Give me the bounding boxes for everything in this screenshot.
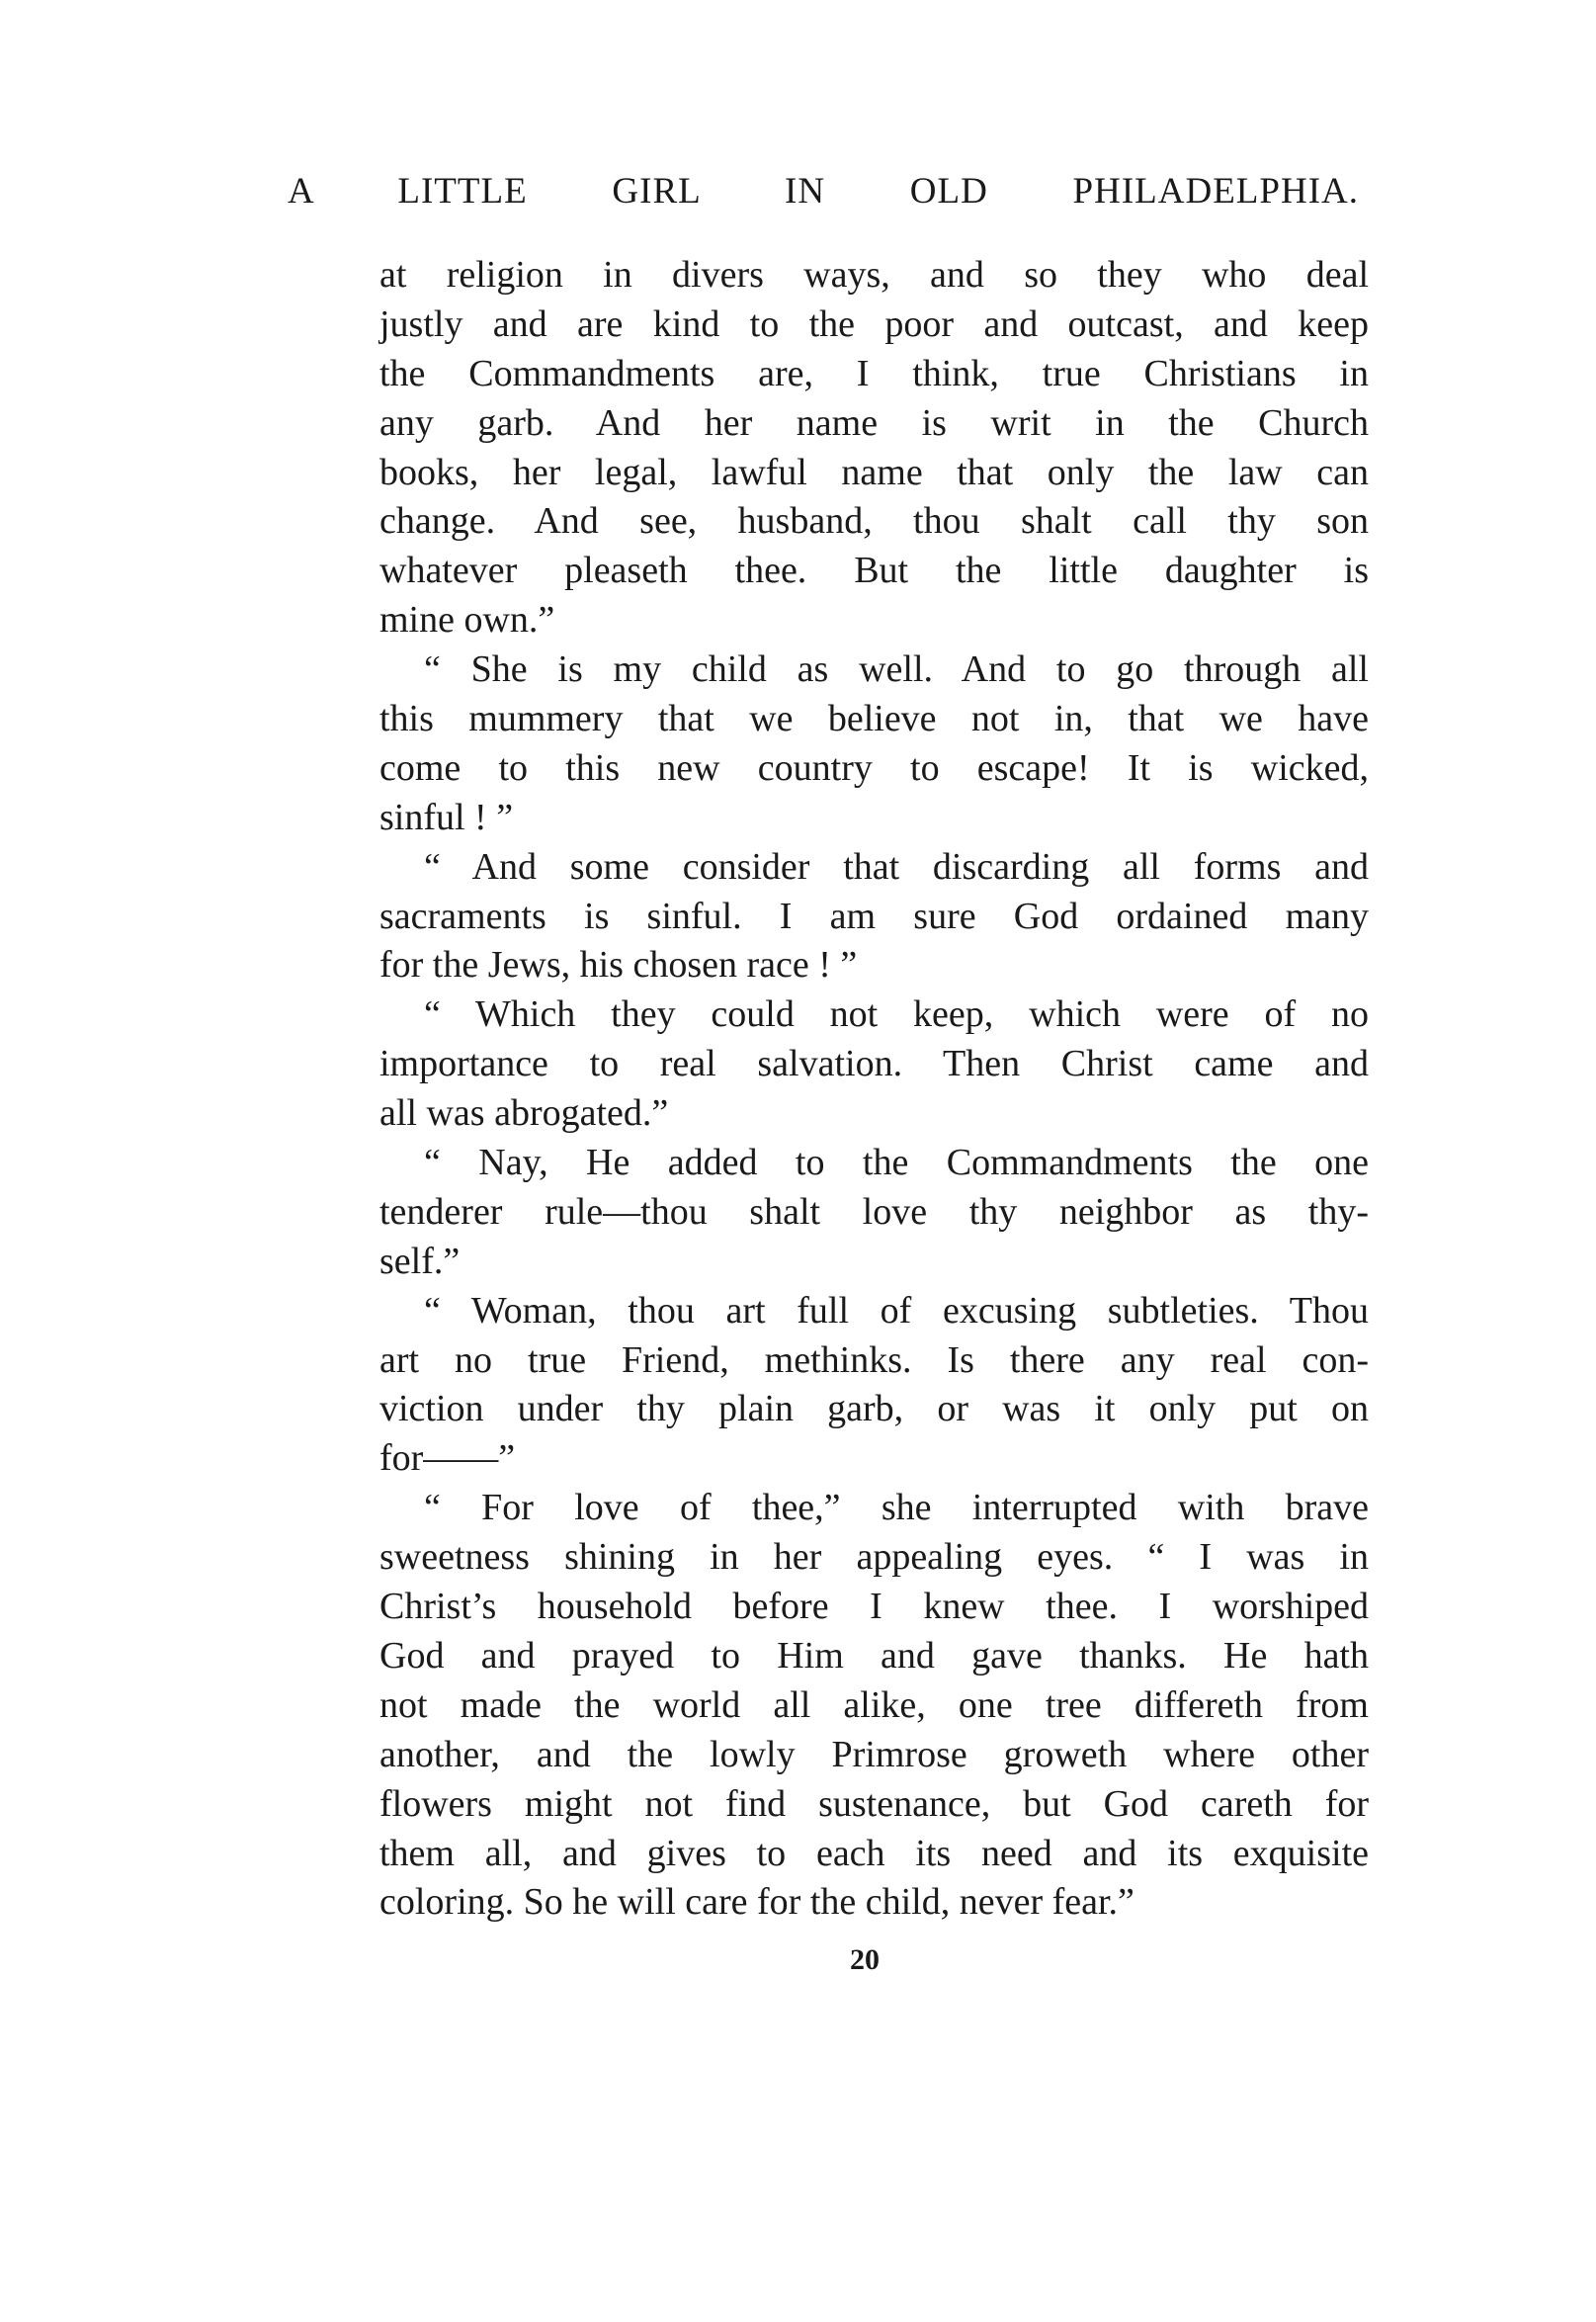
text-line: another, and the lowly Primrose groweth where other xyxy=(379,1733,1369,1775)
paragraph xyxy=(379,1287,1369,1485)
page-number: 20 xyxy=(850,1943,880,1976)
text-line: sweetness shining in her appealing eyes. “ I was in xyxy=(379,1536,1369,1579)
paragraph xyxy=(379,1139,1369,1287)
body-text xyxy=(379,251,1369,1928)
paragraph xyxy=(379,1484,1369,1928)
text-line: sinful ! ” xyxy=(379,796,514,838)
text-line: the Commandments are, I think, true Christians in xyxy=(379,352,1369,394)
text-line: self.” xyxy=(379,1240,461,1282)
text-line: “ She is my child as well. And to go through all xyxy=(424,648,1369,691)
text-line: Christ’s household before I knew thee. I worshiped xyxy=(379,1586,1369,1628)
text-line: “ For love of thee,” she interrupted with brave xyxy=(424,1487,1369,1529)
text-line: art no true Friend, methinks. Is there any real con- xyxy=(379,1338,1369,1381)
text-line: not made the world all alike, one tree differeth from xyxy=(379,1683,1369,1726)
text-line: mine own.” xyxy=(379,599,555,642)
text-line: this mummery that we believe not in, that we have xyxy=(379,698,1369,740)
text-line: books, her legal, lawful name that only the law can xyxy=(379,451,1369,493)
text-line: change. And see, husband, thou shalt call thy son xyxy=(379,500,1369,543)
text-line: viction under thy plain garb, or was it only put on xyxy=(379,1388,1369,1430)
running-head: A LITTLE GIRL IN OLD PHILADELPHIA. xyxy=(288,171,1359,212)
text-line: “ Nay, He added to the Commandments the one xyxy=(424,1142,1369,1184)
text-line: for——” xyxy=(379,1437,516,1480)
paragraph xyxy=(379,990,1369,1139)
text-line: importance to real salvation. Then Christ came and xyxy=(379,1043,1369,1085)
text-line: them all, and gives to each its need and its exquisite xyxy=(379,1832,1369,1874)
text-line: come to this new country to escape! It is wicked, xyxy=(379,746,1369,789)
text-line: at religion in divers ways, and so they who deal xyxy=(379,254,1369,296)
text-line: “ Which they could not keep, which were of no xyxy=(424,993,1369,1036)
paragraph xyxy=(379,645,1369,843)
text-line: God and prayed to Him and gave thanks. He hath xyxy=(379,1634,1369,1677)
text-line: coloring. So he will care for the child, never fear.” xyxy=(379,1881,1134,1924)
paragraph xyxy=(379,843,1369,991)
text-line: tenderer rule—thou shalt love thy neighbor as thy- xyxy=(379,1190,1369,1233)
text-line: whatever pleaseth thee. But the little daughter is xyxy=(379,550,1369,592)
text-line: sacraments is sinful. I am sure God ordained many xyxy=(379,895,1369,937)
text-line: “ And some consider that discarding all forms and xyxy=(424,845,1369,888)
text-line: flowers might not find sustenance, but God careth for xyxy=(379,1782,1369,1825)
text-line: all was abrogated.” xyxy=(379,1092,669,1135)
text-line: “ Woman, thou art full of excusing subtleties. Thou xyxy=(424,1289,1369,1332)
text-line: for the Jews, his chosen race ! ” xyxy=(379,944,858,987)
paragraph xyxy=(379,251,1369,645)
text-line: justly and are kind to the poor and outcast, and keep xyxy=(379,302,1369,345)
text-line: any garb. And her name is writ in the Church xyxy=(379,401,1369,444)
